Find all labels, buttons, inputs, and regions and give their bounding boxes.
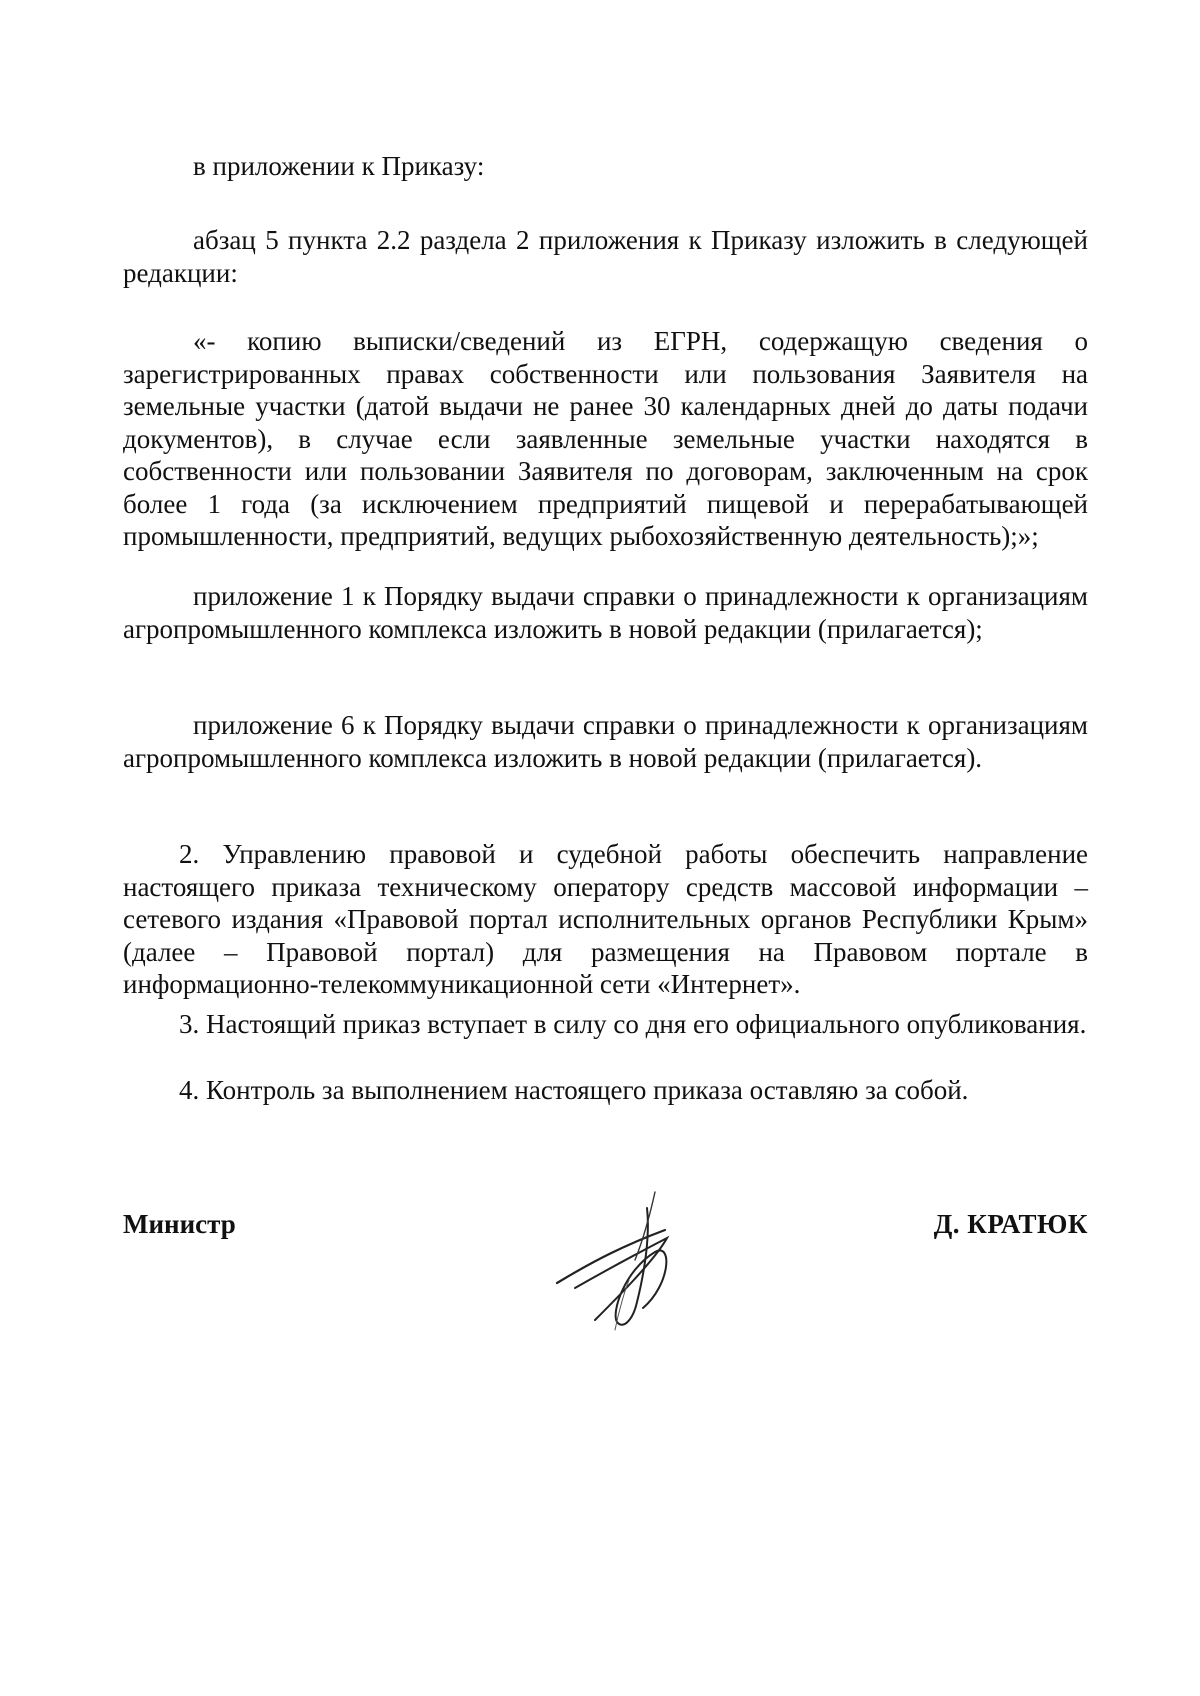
paragraph-text: приложение 1 к Порядку выдачи справки о принадлежности к организациям агропромышленного комплекса изложить в новой редакции (прилагается);	[123, 581, 1088, 644]
paragraph-in-appendix	[123, 150, 1088, 183]
signatory-name: Д. КРАТЮК	[933, 1209, 1088, 1239]
paragraph-text: 3. Настоящий приказ вступает в силу со дня его официального опубликования.	[179, 1009, 1087, 1039]
clause-4	[123, 1074, 1088, 1107]
paragraph-text: абзац 5 пункта 2.2 раздела 2 приложения к Приказу изложить в следующей редакции:	[123, 225, 1088, 288]
paragraph-quoted-amendment	[123, 325, 1088, 553]
paragraph-text: приложение 6 к Порядку выдачи справки о принадлежности к организациям агропромышленного комплекса изложить в новой редакции (прилагается).	[123, 710, 1088, 773]
paragraph-text: в приложении к Приказу:	[193, 151, 485, 181]
paragraph-abzac-5	[123, 224, 1088, 289]
paragraph-text: «- копию выписки/сведений из ЕГРН, содержащую сведения о зарегистрированных правах собственности или пользования Заявителя на земельные участки (датой выдачи не ранее 30 календарных дней до даты подачи документов), в случае если заявленные земельные участки находятся в собственности или пользовании Заявителя по договорам, заключенным на срок более 1 года (за исключением предприятий пищевой и перерабатывающей промышленности, предприятий, ведущих рыбохозяйственную деятельность);»;	[123, 326, 1088, 551]
clause-3	[123, 1008, 1088, 1041]
signatory-title: Министр	[123, 1209, 236, 1239]
paragraph-text: 4. Контроль за выполнением настоящего приказа оставляю за собой.	[179, 1075, 969, 1105]
clause-2	[123, 838, 1088, 1001]
paragraph-text: 2. Управлению правовой и судебной работы обеспечить направление настоящего приказа техническому оператору средств массовой информации – сетевого издания «Правовой портал исполнительных органов Республики Крым» (далее – Правовой портал) для размещения на Правовом портале в информационно-телекоммуникационной сети «Интернет».	[123, 839, 1088, 999]
paragraph-appendix-6	[123, 709, 1088, 774]
handwritten-signature	[555, 1190, 725, 1335]
paragraph-appendix-1	[123, 580, 1088, 645]
